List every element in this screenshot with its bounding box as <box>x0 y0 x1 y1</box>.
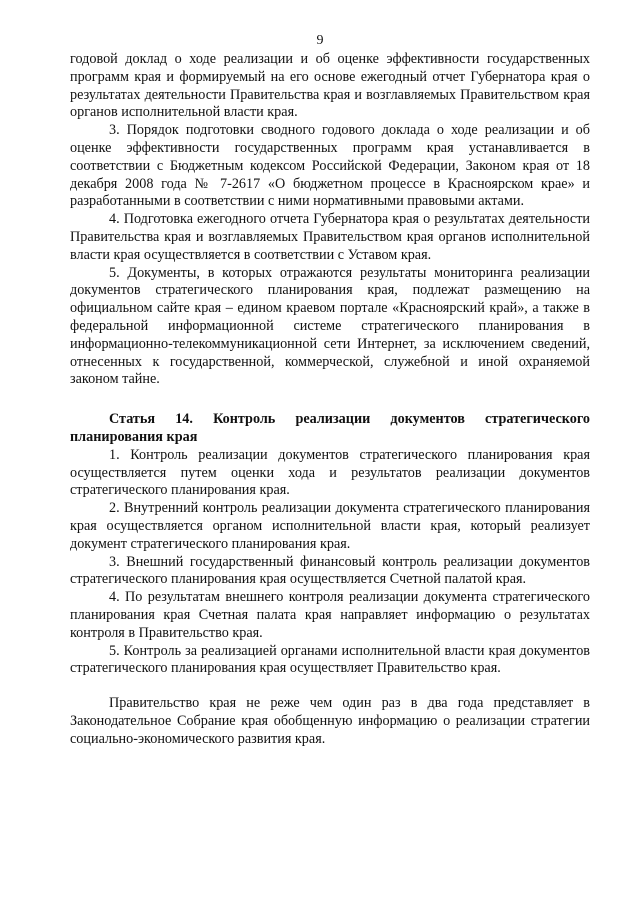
paragraph-item-4: 4. Подготовка ежегодного отчета Губернатора края о результатах деятельности Правительства края и возглавляемых Правительством края органов исполнительной власти края осуществляется в соответствии с Уставом края. <box>70 211 590 263</box>
paragraph-item-3: 3. Порядок подготовки сводного годового доклада о ходе реализации и об оценке эффективности государственных программ края устанавливается в соответствии с Бюджетным кодексом Российской Федерации, Законом края от 18 декабря 2008 года № 7-2617 «О бюджетном процессе в Красноярском крае» и разработанными в соответствии с ними нормативными правовыми актами. <box>70 122 590 210</box>
article-heading: Статья 14. Контроль реализации документов стратегического планирования края <box>70 411 590 445</box>
article-item-5: 5. Контроль за реализацией органами исполнительной власти края документов стратегического планирования края осуществляет Правительство края. <box>70 642 590 677</box>
article-item-1: 1. Контроль реализации документов стратегического планирования края осуществляется путем оценки хода и результатов реализации документов стратегического планирования края. <box>70 446 590 499</box>
article-closing-paragraph: Правительство края не реже чем один раз в два года представляет в Законодательное Собрание края обобщенную информацию о реализации стратегии социально-экономического развития края. <box>70 695 590 747</box>
paragraph-continuation: годовой доклад о ходе реализации и об оценке эффективности государственных программ края и формируемый на его основе ежегодный отчет Губернатора края о результатах деятельности Правительства края и возглавляемых Правительством края органов исполнительной власти края. <box>70 51 590 121</box>
article-item-3: 3. Внешний государственный финансовый контроль реализации документов стратегического планирования края осуществляется Счетной палатой края. <box>70 553 590 588</box>
document-body <box>70 51 590 748</box>
article-item-4: 4. По результатам внешнего контроля реализации документа стратегического планирования края Счетная палата края направляет информацию о результатах контроля в Правительство края. <box>70 589 590 641</box>
page-number: 9 <box>316 33 324 48</box>
article-item-2: 2. Внутренний контроль реализации документа стратегического планирования края осуществляется органом исполнительной власти края, который реализует документ стратегического планирования края. <box>70 500 590 552</box>
paragraph-item-5: 5. Документы, в которых отражаются результаты мониторинга реализации документов стратегического планирования края, подлежат размещению на официальном сайте края – едином краевом портале «Красноярский край», а также в федеральной информационной системе стратегического планирования в информационно-телекоммуникационной сети Интернет, за исключением сведений, отнесенных к государственной, коммерческой, служебной и иной охраняемой законом тайне. <box>70 264 590 388</box>
